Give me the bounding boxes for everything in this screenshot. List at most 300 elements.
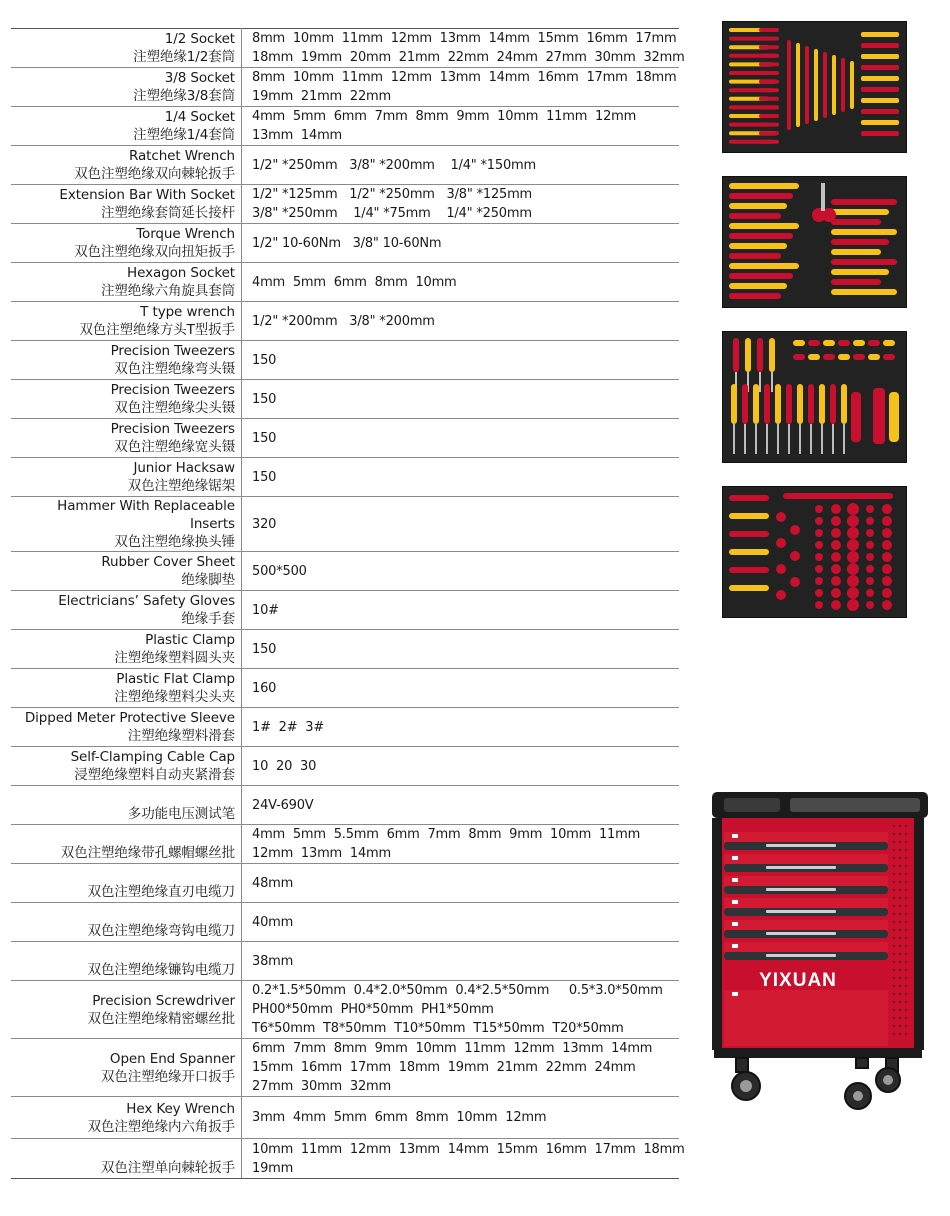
tray-tools-image: [723, 177, 906, 307]
item-spec-cell: 38mm: [242, 942, 680, 981]
tool-shape: [787, 40, 791, 130]
socket-shape: [905, 881, 907, 883]
tool-shape: [821, 424, 823, 454]
tool-shape: [732, 856, 738, 860]
item-name-cn: 双色注塑绝缘镰钩电缆刀: [87, 962, 235, 978]
socket-shape: [776, 538, 786, 548]
socket-shape: [815, 517, 823, 525]
tool-shape: [831, 249, 881, 255]
tool-shape: [799, 424, 801, 454]
item-spec-cell: 3mm 4mm 5mm 6mm 8mm 10mm 12mm: [242, 1097, 680, 1139]
socket-shape: [905, 961, 907, 963]
socket-shape: [893, 905, 895, 907]
socket-shape: [847, 587, 859, 599]
item-name-cn: 多功能电压测试笔: [127, 806, 235, 822]
socket-shape: [831, 528, 841, 538]
socket-shape: [899, 1017, 901, 1019]
socket-shape: [815, 577, 823, 585]
socket-shape: [893, 841, 895, 843]
tool-shape: [759, 71, 779, 75]
tool-shape: [861, 120, 899, 125]
socket-shape: [847, 575, 859, 587]
socket-shape: [899, 841, 901, 843]
tool-shape: [832, 55, 836, 115]
item-name-cell: [11, 224, 242, 263]
socket-shape: [905, 897, 907, 899]
socket-shape: [893, 985, 895, 987]
tool-shape: [764, 384, 770, 424]
tool-shape: [745, 338, 751, 372]
socket-shape: [899, 977, 901, 979]
item-name-en: Extension Bar With Socket: [59, 187, 235, 203]
tool-shape: [759, 28, 779, 32]
item-name-cn: 注塑绝缘1/4套筒: [133, 127, 235, 143]
tool-shape: [793, 354, 805, 360]
tool-shape: [731, 384, 737, 424]
tool-shape: [841, 58, 845, 112]
item-name-en: Plastic Flat Clamp: [116, 671, 235, 687]
tool-shape: [861, 54, 899, 59]
item-name-cn: 双色注塑单向棘轮扳手: [101, 1159, 235, 1176]
spec-row: [11, 669, 679, 708]
item-name-en: 3/8 Socket: [164, 70, 235, 86]
item-spec-cell: 10#: [242, 591, 680, 630]
item-name-cn: 双色注塑绝缘锯架: [127, 478, 235, 494]
item-spec-cell: 150: [242, 419, 680, 458]
socket-shape: [831, 504, 841, 514]
item-name-cn: 双色注塑绝缘尖头镊: [114, 400, 235, 416]
socket-shape: [882, 540, 892, 550]
item-spec-cell: 150: [242, 458, 680, 497]
item-name-cn: 双色注塑绝缘方头T型扳手: [79, 322, 235, 338]
socket-shape: [847, 539, 859, 551]
item-name-cell: [11, 708, 242, 747]
socket-shape: [831, 600, 841, 610]
item-spec-cell: 1/2" *250mm 3/8" *200mm 1/4" *150mm: [242, 146, 680, 185]
item-name-cn: 双色注塑绝缘带孔螺帽螺丝批: [60, 845, 235, 861]
item-name-cn: 双色注塑绝缘精密螺丝批: [87, 1010, 235, 1027]
socket-shape: [905, 1033, 907, 1035]
socket-shape: [882, 600, 892, 610]
tool-shape: [796, 43, 800, 127]
item-name-cell: [11, 68, 242, 107]
item-name-en: Precision Tweezers: [110, 343, 235, 359]
tool-shape: [729, 549, 769, 555]
tool-shape: [755, 424, 757, 454]
tool-cabinet-image: [706, 790, 934, 1110]
item-name-cn: 注塑绝缘塑料圆头夹: [114, 650, 235, 666]
item-name-cn: 注塑绝缘3/8套筒: [133, 88, 235, 104]
socket-shape: [905, 1017, 907, 1019]
tool-shape: [838, 340, 850, 346]
socket-shape: [882, 528, 892, 538]
socket-shape: [866, 577, 874, 585]
tool-shape: [777, 424, 779, 454]
socket-shape: [866, 529, 874, 537]
item-name-cell: [11, 380, 242, 419]
spec-table: [11, 28, 685, 1179]
tool-shape: [766, 888, 836, 891]
socket-shape: [893, 873, 895, 875]
tool-shape: [729, 213, 781, 219]
socket-shape: [905, 833, 907, 835]
item-spec-cell: 500*500: [242, 552, 680, 591]
socket-shape: [831, 564, 841, 574]
tool-shape: [861, 65, 899, 70]
socket-shape: [831, 552, 841, 562]
item-name-en: Open End Spanner: [109, 1050, 235, 1067]
item-name-cell: [11, 552, 242, 591]
item-name-en: Hex Key Wrench: [126, 1100, 235, 1117]
item-spec-cell: 1# 2# 3#: [242, 708, 680, 747]
spec-row: [11, 903, 679, 942]
socket-shape: [899, 969, 901, 971]
tray-photo-sockets: [722, 486, 907, 618]
tool-shape: [729, 193, 793, 199]
tool-shape: [823, 340, 835, 346]
socket-shape: [893, 857, 895, 859]
socket-shape: [899, 921, 901, 923]
spec-row: [11, 419, 679, 458]
item-spec-cell: 1/2" *200mm 3/8" *200mm: [242, 302, 680, 341]
item-spec-cell: 4mm 5mm 6mm 8mm 10mm: [242, 263, 680, 302]
socket-shape: [893, 953, 895, 955]
tool-shape: [729, 183, 799, 189]
tool-shape: [759, 54, 779, 58]
item-name-cn: 双色注塑绝缘弯头镊: [114, 361, 235, 377]
tool-shape: [861, 131, 899, 136]
item-name-cell: [11, 903, 242, 942]
item-spec-cell: 8mm 10mm 11mm 12mm 13mm 14mm 16mm 17mm 18mm 19mm 21mm 22mm: [242, 68, 680, 107]
item-name-cn: 双色注塑绝缘直刃电缆刀: [87, 884, 235, 900]
tool-shape: [831, 289, 897, 295]
item-name-cn: 注塑绝缘套筒延长接杆: [101, 205, 235, 221]
item-name-cn: 浸塑绝缘塑料自动夹紧滑套: [74, 767, 235, 783]
tool-shape: [733, 338, 739, 372]
tool-shape: [843, 424, 845, 454]
tool-shape: [831, 199, 897, 205]
socket-shape: [905, 841, 907, 843]
item-spec-cell: 160: [242, 669, 680, 708]
socket-shape: [899, 913, 901, 915]
item-spec-cell: 10mm 11mm 12mm 13mm 14mm 15mm 16mm 17mm 18mm 19mm: [242, 1139, 680, 1179]
socket-shape: [776, 512, 786, 522]
socket-shape: [831, 576, 841, 586]
item-name-cell: [11, 1139, 242, 1179]
socket-shape: [893, 1017, 895, 1019]
item-name-cell: [11, 747, 242, 786]
socket-shape: [882, 504, 892, 514]
spec-row: [11, 630, 679, 669]
socket-shape: [815, 505, 823, 513]
tool-shape: [759, 45, 779, 49]
spec-row: [11, 981, 679, 1039]
tool-shape: [823, 52, 827, 118]
tool-shape: [771, 372, 773, 392]
socket-shape: [905, 985, 907, 987]
tray-screwdrivers-image: [723, 332, 906, 462]
item-name-cn: 双色注塑绝缘弯钩电缆刀: [87, 923, 235, 939]
socket-shape: [893, 889, 895, 891]
tool-shape: [861, 43, 899, 48]
socket-shape: [893, 945, 895, 947]
socket-shape: [847, 599, 859, 611]
tool-shape: [819, 384, 825, 424]
item-name-en: Hexagon Socket: [127, 265, 235, 281]
tool-shape: [873, 388, 885, 444]
socket-shape: [831, 540, 841, 550]
item-name-en: Precision Tweezers: [110, 421, 235, 437]
item-name-en: Rubber Cover Sheet: [101, 554, 235, 570]
socket-shape: [899, 929, 901, 931]
socket-shape: [815, 601, 823, 609]
item-name-cell: [11, 29, 242, 68]
tool-shape: [883, 354, 895, 360]
spec-row: [11, 1039, 679, 1097]
spec-row: [11, 458, 679, 497]
item-spec-cell: 40mm: [242, 903, 680, 942]
spec-row: [11, 302, 679, 341]
tool-shape: [732, 878, 738, 882]
socket-shape: [905, 953, 907, 955]
tool-shape: [766, 866, 836, 869]
tool-shape: [729, 223, 799, 229]
tool-shape: [744, 424, 746, 454]
spec-row: [11, 380, 679, 419]
tray-spanners-image: [723, 22, 906, 152]
socket-shape: [866, 589, 874, 597]
socket-shape: [882, 588, 892, 598]
tool-shape: [868, 340, 880, 346]
item-spec-cell: 10 20 30: [242, 747, 680, 786]
socket-shape: [790, 551, 800, 561]
socket-shape: [899, 857, 901, 859]
tool-shape: [732, 900, 738, 904]
item-spec-cell: 4mm 5mm 5.5mm 6mm 7mm 8mm 9mm 10mm 11mm 12mm 13mm 14mm: [242, 825, 680, 864]
tool-shape: [883, 340, 895, 346]
tool-shape: [753, 384, 759, 424]
tool-shape: [868, 354, 880, 360]
socket-shape: [776, 590, 786, 600]
item-name-cell: [11, 1039, 242, 1097]
tool-shape: [759, 140, 779, 144]
item-name-en: Hammer With Replaceable Inserts: [57, 498, 235, 532]
tool-shape: [831, 219, 881, 225]
item-name-cell: [11, 263, 242, 302]
socket-shape: [815, 541, 823, 549]
socket-shape: [899, 1001, 901, 1003]
socket-shape: [847, 551, 859, 563]
tray-photo-tools: [722, 176, 907, 308]
socket-shape: [847, 503, 859, 515]
tool-shape: [808, 384, 814, 424]
item-name-en: Ratchet Wrench: [129, 148, 235, 164]
tool-shape: [759, 62, 779, 66]
tool-shape: [861, 109, 899, 114]
tool-shape: [759, 88, 779, 92]
tool-shape: [769, 338, 775, 372]
tool-shape: [724, 1010, 888, 1046]
tool-shape: [759, 97, 779, 101]
socket-shape: [905, 945, 907, 947]
socket-shape: [893, 833, 895, 835]
socket-shape: [899, 905, 901, 907]
socket-shape: [899, 881, 901, 883]
tool-shape: [810, 424, 812, 454]
item-spec-cell: 6mm 7mm 8mm 9mm 10mm 11mm 12mm 13mm 14mm 15mm 16mm 17mm 18mm 19mm 21mm 22mm 24mm 27mm 30mm 32mm: [242, 1039, 680, 1097]
tool-shape: [793, 340, 805, 346]
socket-shape: [899, 849, 901, 851]
spec-row: [11, 1097, 679, 1139]
socket-shape: [893, 849, 895, 851]
item-name-cn: 双色注塑绝缘开口扳手: [101, 1068, 235, 1085]
tool-shape: [732, 834, 738, 838]
tool-shape: [861, 76, 899, 81]
tool-shape: [729, 585, 769, 591]
item-spec-cell: 1/2" 10-60Nm 3/8" 10-60Nm: [242, 224, 680, 263]
spec-row: [11, 591, 679, 630]
tool-shape: [832, 424, 834, 454]
socket-shape: [905, 993, 907, 995]
tool-shape: [814, 49, 818, 121]
socket-shape: [893, 1001, 895, 1003]
item-spec-cell: 8mm 10mm 11mm 12mm 13mm 14mm 15mm 16mm 17mm 18mm 19mm 20mm 21mm 22mm 24mm 27mm 30mm 32mm: [242, 29, 680, 68]
item-name-cell: [11, 591, 242, 630]
tool-shape: [831, 239, 889, 245]
spec-row: [11, 1139, 679, 1179]
spec-row: [11, 708, 679, 747]
tool-shape: [759, 37, 779, 41]
item-name-cell: [11, 942, 242, 981]
item-spec-cell: 320: [242, 497, 680, 552]
tool-shape: [729, 233, 793, 239]
item-name-en: Torque Wrench: [136, 226, 235, 242]
item-name-en: Plastic Clamp: [145, 632, 235, 648]
item-name-cell: [11, 146, 242, 185]
item-spec-cell: 0.2*1.5*50mm 0.4*2.0*50mm 0.4*2.5*50mm 0.5*3.0*50mm PH00*50mm PH0*50mm PH1*50mm T6*50mm T8*50mm T10*50mm T15*50mm T20*50mm: [242, 981, 680, 1039]
socket-shape: [893, 913, 895, 915]
socket-shape: [905, 1025, 907, 1027]
socket-shape: [899, 1009, 901, 1011]
tool-shape: [838, 354, 850, 360]
item-name-en: T type wrench: [140, 304, 235, 320]
tool-shape: [729, 283, 787, 289]
tool-shape: [808, 340, 820, 346]
item-name-cn: 注塑绝缘六角旋具套筒: [101, 283, 235, 299]
tool-shape: [775, 384, 781, 424]
item-name-cell: [11, 341, 242, 380]
tool-shape: [729, 531, 769, 537]
tool-shape: [759, 131, 779, 135]
item-name-cn: 双色注塑绝缘宽头镊: [114, 439, 235, 455]
spec-row: [11, 185, 679, 224]
item-spec-cell: 24V-690V: [242, 786, 680, 825]
item-name-en: Precision Tweezers: [110, 382, 235, 398]
socket-shape: [866, 505, 874, 513]
spec-row: [11, 497, 679, 552]
socket-shape: [776, 564, 786, 574]
tool-shape: [841, 384, 847, 424]
socket-shape: [866, 541, 874, 549]
item-name-en: Self-Clamping Cable Cap: [70, 749, 235, 765]
item-name-cell: [11, 981, 242, 1039]
socket-shape: [899, 993, 901, 995]
item-name-cn: 绝缘手套: [181, 611, 235, 627]
tool-shape: [831, 259, 897, 265]
socket-shape: [893, 825, 895, 827]
tool-shape: [729, 243, 787, 249]
socket-shape: [905, 921, 907, 923]
item-name-en: Dipped Meter Protective Sleeve: [24, 710, 235, 726]
tool-shape: [783, 493, 893, 499]
item-name-en: Precision Screwdriver: [92, 992, 235, 1009]
tool-shape: [732, 992, 738, 996]
socket-shape: [866, 601, 874, 609]
socket-shape: [893, 937, 895, 939]
tool-shape: [861, 87, 899, 92]
socket-shape: [899, 945, 901, 947]
tool-shape: [786, 384, 792, 424]
tool-shape: [759, 80, 779, 84]
tool-shape: [805, 46, 809, 124]
item-name-en: 1/2 Socket: [164, 31, 235, 47]
socket-shape: [899, 953, 901, 955]
tool-shape: [861, 32, 899, 37]
tool-shape: [757, 338, 763, 372]
socket-shape: [905, 977, 907, 979]
spec-row: [11, 942, 679, 981]
item-name-cn: 双色注塑绝缘换头锤: [114, 534, 235, 550]
socket-shape: [899, 1025, 901, 1027]
socket-shape: [847, 515, 859, 527]
socket-shape: [882, 552, 892, 562]
item-name-en: 1/4 Socket: [164, 109, 235, 125]
tool-shape: [766, 910, 836, 913]
tool-shape: [732, 922, 738, 926]
tool-shape: [831, 229, 897, 235]
socket-shape: [899, 873, 901, 875]
socket-shape: [893, 1033, 895, 1035]
tool-shape: [766, 932, 836, 935]
tool-shape: [729, 253, 781, 259]
spec-row: [11, 263, 679, 302]
tool-shape: [831, 209, 889, 215]
item-name-cell: [11, 786, 242, 825]
tool-shape: [808, 354, 820, 360]
socket-shape: [905, 873, 907, 875]
socket-shape: [899, 961, 901, 963]
tool-shape: [729, 273, 793, 279]
spec-row: [11, 341, 679, 380]
tool-shape: [742, 384, 748, 424]
tool-shape: [861, 98, 899, 103]
tool-shape: [766, 424, 768, 454]
socket-shape: [893, 929, 895, 931]
socket-shape: [905, 825, 907, 827]
socket-shape: [847, 563, 859, 575]
socket-shape: [905, 1009, 907, 1011]
socket-shape: [882, 516, 892, 526]
item-spec-cell: 48mm: [242, 864, 680, 903]
socket-shape: [893, 993, 895, 995]
spec-row: [11, 552, 679, 591]
tool-shape: [766, 844, 836, 847]
spec-row: [11, 107, 679, 146]
tool-shape: [797, 384, 803, 424]
spec-row: [11, 146, 679, 185]
item-name-en: Junior Hacksaw: [133, 460, 235, 476]
tool-shape: [830, 384, 836, 424]
